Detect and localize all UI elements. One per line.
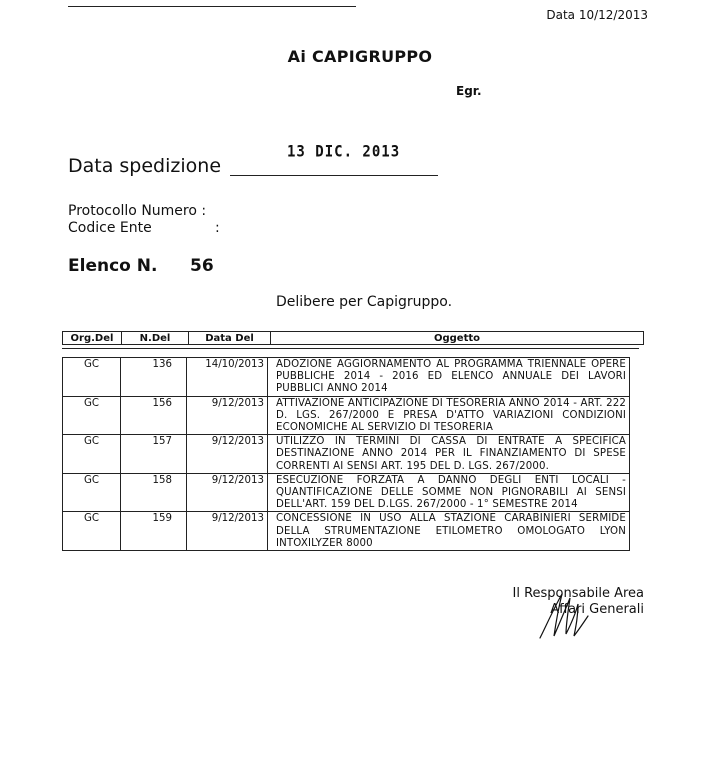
- salutation: Egr.: [456, 84, 482, 98]
- cell-date: 9/12/2013: [187, 435, 268, 474]
- cell-num: 136: [121, 358, 187, 397]
- cell-num: 158: [121, 473, 187, 512]
- shipping-date-line: [230, 175, 438, 176]
- cell-subject: [268, 396, 630, 435]
- shipping-date-label: Data spedizione: [68, 155, 222, 177]
- resolutions-table: [62, 357, 630, 551]
- subject-text: ADOZIONE AGGIORNAMENTO AL PROGRAMMA TRIENNALE OPERE PUBBLICHE 2014 - 2016 ED ELENCO ANNUALE DEI LAVORI PUBBLICI ANNO 2014: [276, 359, 626, 395]
- table-row: [63, 358, 630, 397]
- subject-text: ESECUZIONE FORZATA A DANNO DEGLI ENTI LOCALI - QUANTIFICAZIONE DELLE SOMME NON PIGNORABILI AI SENSI DELL'ART. 159 DEL D.LGS. 267/2000 - 1° SEMESTRE 2014: [276, 474, 626, 511]
- signatory-department: Affari Generali: [550, 602, 644, 617]
- top-divider: [68, 6, 356, 7]
- cell-subject: [268, 358, 630, 397]
- cell-date: 14/10/2013: [187, 358, 268, 397]
- header-org-del: Org.Del: [63, 332, 122, 345]
- cell-subject: [268, 512, 630, 551]
- cell-subject: [268, 473, 630, 512]
- cell-org: GC: [63, 396, 121, 435]
- cell-org: GC: [63, 473, 121, 512]
- document-date: Data 10/12/2013: [546, 8, 648, 22]
- cell-num: 157: [121, 435, 187, 474]
- list-number: 56: [190, 256, 214, 276]
- cell-org: GC: [63, 512, 121, 551]
- date-stamp: 13 DIC. 2013: [287, 142, 401, 162]
- subject-text: UTILIZZO IN TERMINI DI CASSA DI ENTRATE A SPECIFICA DESTINAZIONE ANNO 2014 PER IL FINANZIAMENTO DI SPESE CORRENTI AI SENSI ART. 195 DEL D. LGS. 267/2000.: [276, 436, 626, 472]
- cell-date: 9/12/2013: [187, 512, 268, 551]
- header-data-del: Data Del: [189, 332, 271, 345]
- list-label: Elenco N.: [68, 256, 158, 276]
- signatory-title: Il Responsabile Area: [512, 586, 644, 601]
- table-row: [63, 473, 630, 512]
- header-n-del: N.Del: [122, 332, 189, 345]
- table-row: [63, 396, 630, 435]
- entity-code-colon: :: [215, 220, 220, 236]
- subject-text: CONCESSIONE IN USO ALLA STAZIONE CARABINIERI SERMIDE DELLA STRUMENTAZIONE ETILOMETRO OMOLOGATO LYON INTOXILYZER 8000: [276, 513, 626, 549]
- entity-code-label: Codice Ente: [68, 220, 152, 236]
- protocol-number-label: Protocollo Numero :: [68, 203, 207, 219]
- cell-date: 9/12/2013: [187, 473, 268, 512]
- table-row: [63, 512, 630, 551]
- recipient-heading: Ai CAPIGRUPPO: [287, 47, 433, 66]
- handwritten-signature: [532, 586, 592, 646]
- table-separator: [62, 348, 639, 349]
- cell-org: GC: [63, 435, 121, 474]
- subject-text: ATTIVAZIONE ANTICIPAZIONE DI TESORERIA ANNO 2014 - ART. 222 D. LGS. 267/2000 E PRESA D'ATTO VARIAZIONI CONDIZIONI ECONOMICHE AL SERVIZIO DI TESORERIA: [276, 397, 626, 434]
- header-oggetto: Oggetto: [271, 332, 644, 345]
- cell-num: 156: [121, 396, 187, 435]
- cell-date: 9/12/2013: [187, 396, 268, 435]
- subtitle: Delibere per Capigruppo.: [275, 294, 453, 310]
- table-row: [63, 435, 630, 474]
- table-header: [62, 331, 644, 345]
- cell-subject: [268, 435, 630, 474]
- cell-org: GC: [63, 358, 121, 397]
- cell-num: 159: [121, 512, 187, 551]
